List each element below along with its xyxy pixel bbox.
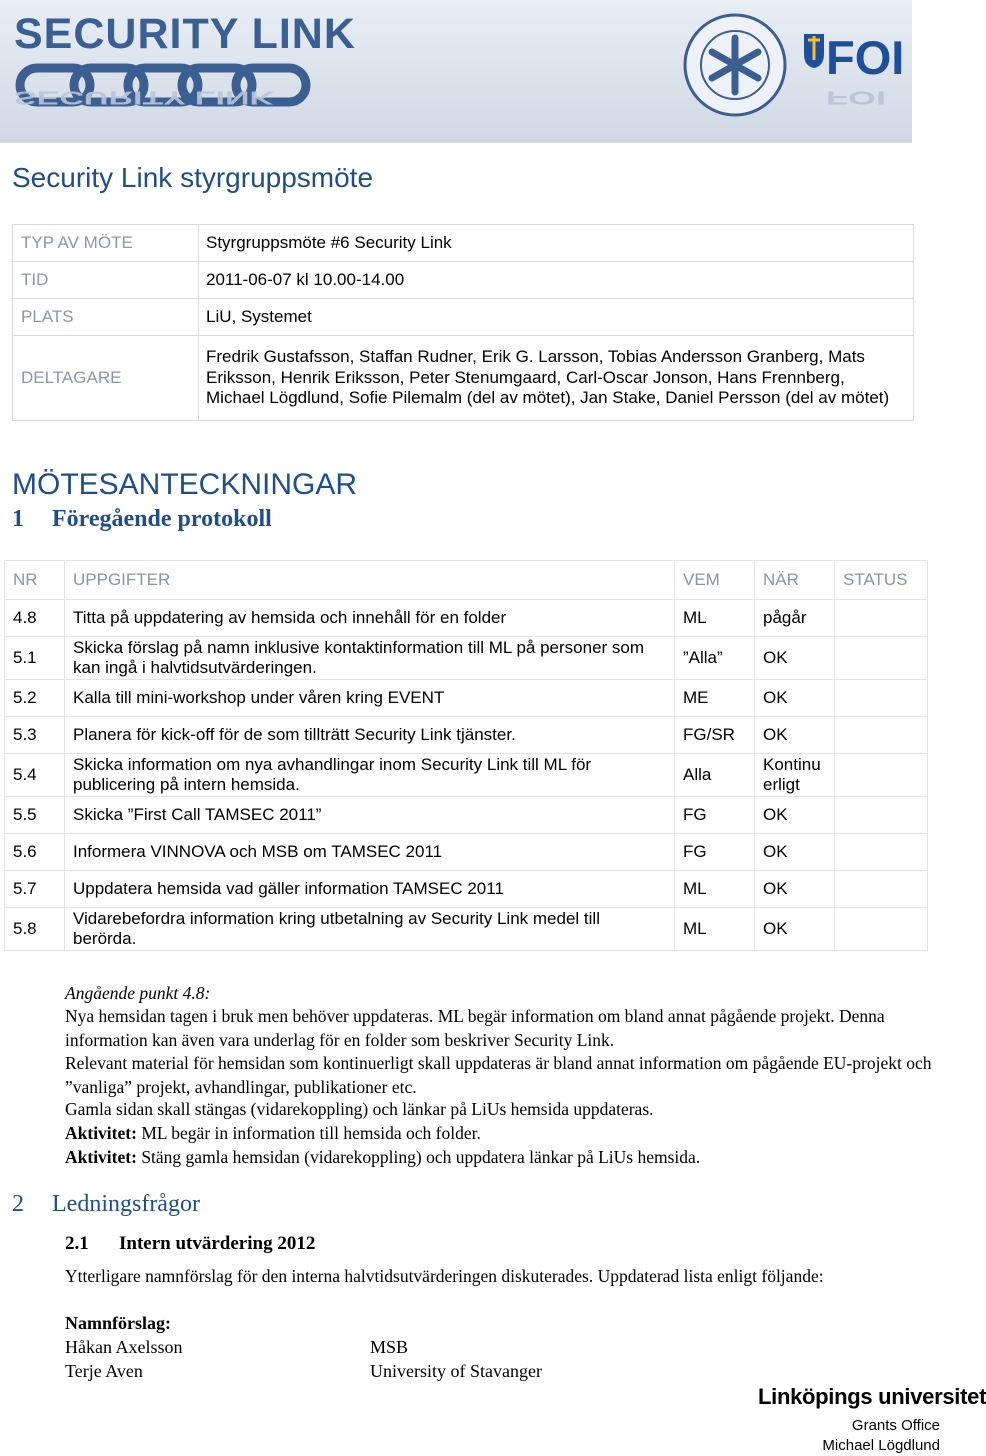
task-nr-cell: 5.2: [5, 680, 65, 717]
task-when-cell: OK: [755, 797, 835, 834]
task-when-cell: OK: [755, 717, 835, 754]
task-when-cell: OK: [755, 680, 835, 717]
table-row: [5, 680, 928, 717]
section-number: 2: [12, 1191, 24, 1217]
task-when-cell: OK: [755, 871, 835, 908]
paragraph: Relevant material för hemsidan som kontinuerligt skall uppdateras är bland annat information om pågående EU-projekt och ”vanliga” projekt, avhandlingar, publikationer etc.: [65, 1053, 932, 1097]
task-status-cell: [835, 637, 928, 680]
task-task-cell: Vidarebefordra information kring utbetalning av Security Link medel till berörda.: [65, 908, 675, 951]
footer-person: Michael Lögdlund: [822, 1437, 940, 1454]
document-title: Security Link styrgruppsmöte: [12, 162, 374, 193]
info-label: PLATS: [13, 299, 199, 336]
info-label: DELTAGARE: [13, 336, 199, 421]
task-who-cell: ML: [675, 600, 755, 637]
table-row: [5, 908, 928, 951]
task-task-cell: Skicka information om nya avhandlingar inom Security Link till ML för publicering på intern hemsida.: [65, 754, 675, 797]
activity-text: Stäng gamla hemsidan (vidarekoppling) och uppdatera länkar på LiUs hemsida.: [136, 1147, 701, 1167]
table-row: [5, 871, 928, 908]
subsection-heading: [65, 1233, 315, 1255]
table-row: [5, 834, 928, 871]
task-who-cell: ”Alla”: [675, 637, 755, 680]
task-status-cell: [835, 600, 928, 637]
logo-reflection: SECURITY LINK: [14, 87, 275, 108]
footer-office: Grants Office: [851, 1417, 940, 1434]
task-status-cell: [835, 797, 928, 834]
task-status-cell: [835, 908, 928, 951]
section-heading: [12, 1191, 200, 1218]
task-who-cell: ME: [675, 680, 755, 717]
column-header: STATUS: [835, 561, 928, 600]
subsection-title: Intern utvärdering 2012: [119, 1233, 316, 1254]
activity-label: Aktivitet:: [65, 1123, 137, 1143]
section-title: Föregående protokoll: [52, 506, 272, 532]
info-label: TYP AV MÖTE: [13, 225, 199, 262]
foi-reflection: FOI: [826, 87, 886, 108]
info-value: 2011-06-07 kl 10.00-14.00: [199, 262, 914, 299]
header-banner: [0, 0, 912, 143]
task-task-cell: Kalla till mini-workshop under våren kring EVENT: [65, 680, 675, 717]
task-nr-cell: 5.4: [5, 754, 65, 797]
tasks-table: [4, 560, 928, 951]
column-header: NR: [5, 561, 65, 600]
subsection-number: 2.1: [65, 1233, 89, 1254]
task-status-cell: [835, 834, 928, 871]
regarding-heading: Angående punkt 4.8:: [65, 983, 211, 1003]
table-row: [5, 637, 928, 680]
task-when-cell: OK: [755, 908, 835, 951]
table-row: [5, 600, 928, 637]
task-who-cell: Alla: [675, 754, 755, 797]
task-task-cell: Skicka ”First Call TAMSEC 2011”: [65, 797, 675, 834]
task-who-cell: ML: [675, 871, 755, 908]
section-heading: [12, 506, 272, 533]
org-list: [370, 1335, 542, 1383]
column-header: VEM: [675, 561, 755, 600]
task-who-cell: FG: [675, 797, 755, 834]
task-status-cell: [835, 680, 928, 717]
tasks-header-row: [5, 561, 928, 600]
column-header: NÄR: [755, 561, 835, 600]
task-nr-cell: 5.7: [5, 871, 65, 908]
task-nr-cell: 5.6: [5, 834, 65, 871]
info-value: Fredrik Gustafsson, Staffan Rudner, Erik G. Larsson, Tobias Andersson Granberg, Mats Eriksson, Henrik Eriksson, Peter Stenumgaard, Carl-Oscar Jonson, Hans Frennberg, Michael Lögdlund, Sofie Pilemalm (del av mötet), Jan Stake, Daniel Persson (del av mötet): [199, 336, 914, 421]
security-link-logo: SECURITY LINK: [14, 10, 356, 58]
paragraph: Ytterligare namnförslag för den interna halvtidsutvärderingen diskuterades. Uppdaterad lista enligt följande:: [65, 1266, 824, 1286]
task-task-cell: Uppdatera hemsida vad gäller information TAMSEC 2011: [65, 871, 675, 908]
task-when-cell: OK: [755, 637, 835, 680]
task-task-cell: Titta på uppdatering av hemsida och innehåll för en folder: [65, 600, 675, 637]
task-task-cell: Planera för kick-off för de som tillträtt Security Link tjänster.: [65, 717, 675, 754]
activity-label: Aktivitet:: [65, 1147, 137, 1167]
foi-logo: FOI: [826, 31, 905, 84]
activity-text: ML begär in information till hemsida och folder.: [136, 1123, 481, 1143]
task-status-cell: [835, 754, 928, 797]
name-item: Terje Aven: [65, 1361, 143, 1381]
liu-logo: Linköpings universitet: [758, 1384, 986, 1409]
info-value: Styrgruppsmöte #6 Security Link: [199, 225, 914, 262]
org-item: University of Stavanger: [370, 1361, 542, 1381]
info-label: TID: [13, 262, 199, 299]
org-item: MSB: [370, 1337, 409, 1357]
paragraph: Gamla sidan skall stängas (vidarekoppling) och länkar på LiUs hemsida uppdateras.: [65, 1099, 654, 1119]
notes-heading: MÖTESANTECKNINGAR: [12, 468, 358, 501]
table-row: [5, 717, 928, 754]
activity-line: [65, 1122, 481, 1146]
task-when-cell: pågår: [755, 600, 835, 637]
footer: [822, 1416, 940, 1456]
task-who-cell: FG: [675, 834, 755, 871]
section-number: 1: [12, 506, 24, 532]
task-nr-cell: 5.5: [5, 797, 65, 834]
info-value: LiU, Systemet: [199, 299, 914, 336]
task-nr-cell: 5.1: [5, 637, 65, 680]
liu-seal-icon: [676, 10, 794, 120]
foi-crest-icon: [802, 30, 826, 70]
column-header: UPPGIFTER: [65, 561, 675, 600]
table-row: [5, 797, 928, 834]
task-task-cell: Skicka förslag på namn inklusive kontaktinformation till ML på personer som kan ingå i halvtidsutvärderingen.: [65, 637, 675, 680]
task-nr-cell: 5.3: [5, 717, 65, 754]
info-row: [13, 262, 914, 299]
task-when-cell: Kontinu erligt: [755, 754, 835, 797]
task-status-cell: [835, 871, 928, 908]
info-row: [13, 299, 914, 336]
paragraph: Nya hemsidan tagen i bruk men behöver uppdateras. ML begär information om bland annat pågående projekt. Denna information kan även vara underlag för en folder som beskriver Security Link.: [65, 1006, 885, 1050]
task-when-cell: OK: [755, 834, 835, 871]
info-row: [13, 225, 914, 262]
task-nr-cell: 5.8: [5, 908, 65, 951]
names-label: Namnförslag:: [65, 1313, 171, 1333]
info-row: [13, 336, 914, 421]
task-who-cell: FG/SR: [675, 717, 755, 754]
name-item: Håkan Axelsson: [65, 1337, 183, 1357]
meeting-info-table: [12, 224, 914, 421]
task-nr-cell: 4.8: [5, 600, 65, 637]
task-task-cell: Informera VINNOVA och MSB om TAMSEC 2011: [65, 834, 675, 871]
activity-line: [65, 1146, 700, 1170]
task-status-cell: [835, 717, 928, 754]
table-row: [5, 754, 928, 797]
section-title: Ledningsfrågor: [52, 1191, 200, 1217]
name-list: [65, 1311, 182, 1383]
task-who-cell: ML: [675, 908, 755, 951]
